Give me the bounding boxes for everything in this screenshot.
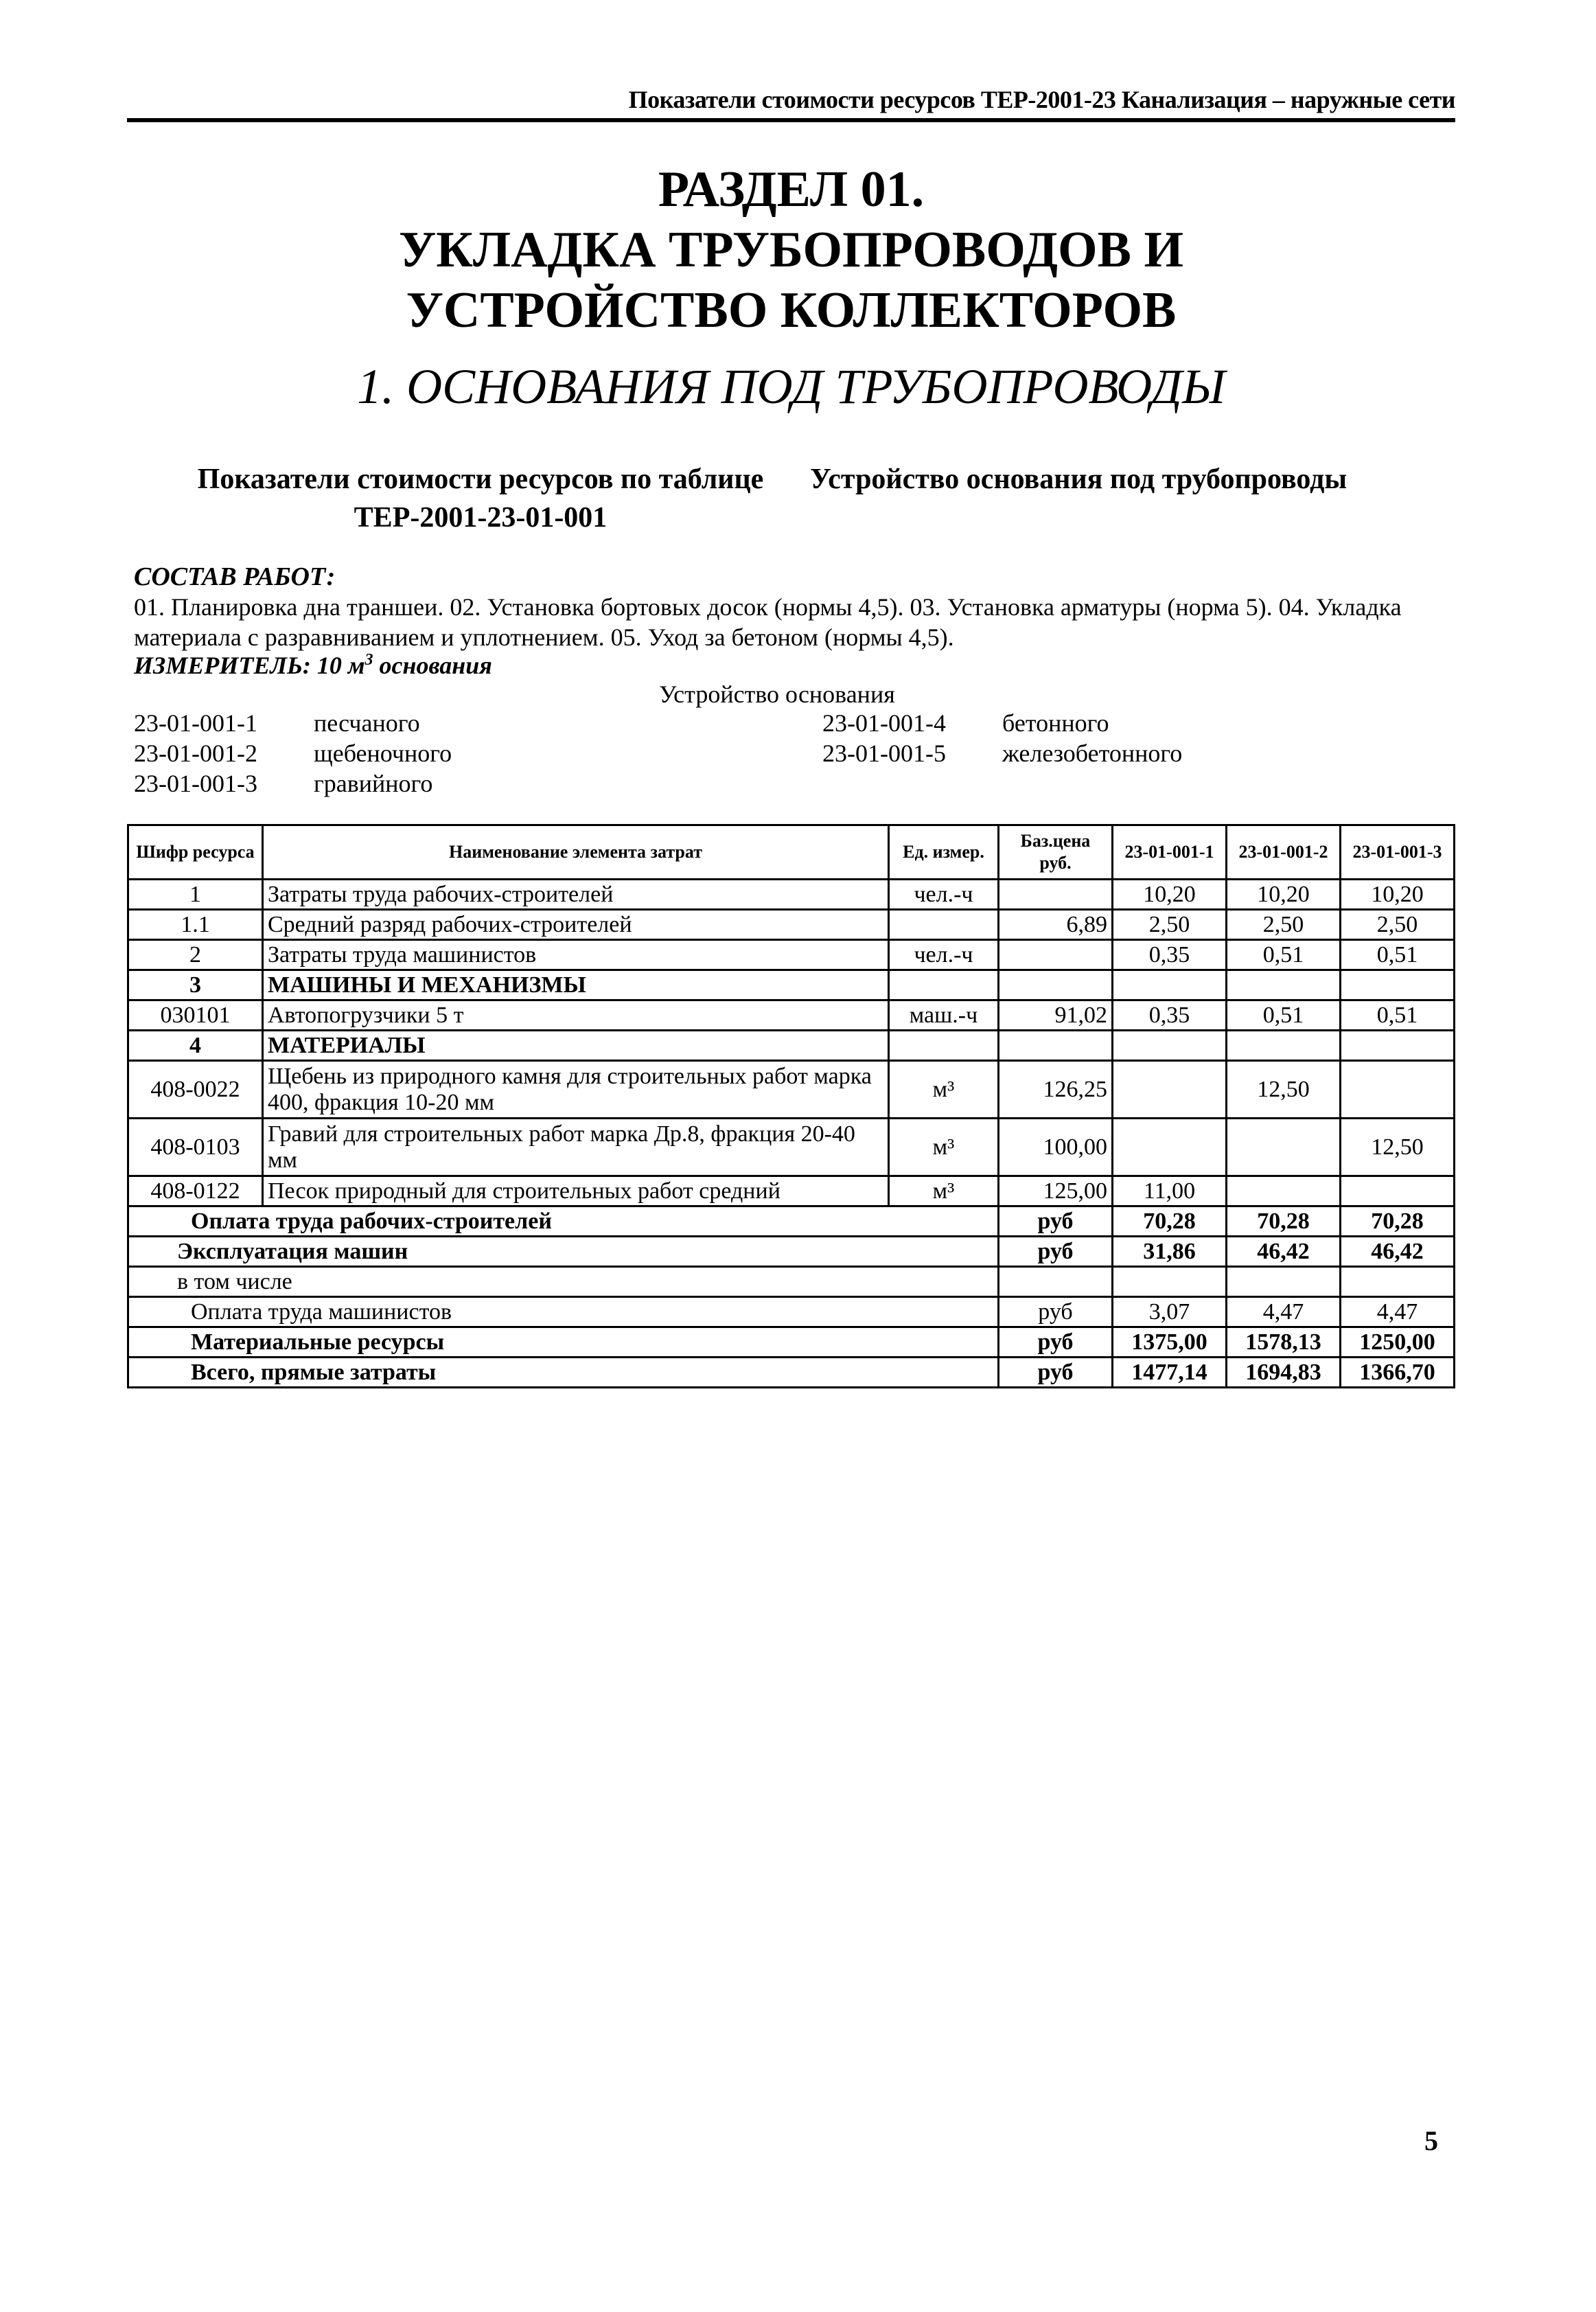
- table-row: [128, 970, 1455, 1000]
- cell-price: [999, 880, 1113, 910]
- totals-unit: руб: [999, 1358, 1113, 1388]
- cell-price: 100,00: [999, 1119, 1113, 1176]
- cell-value-3: 12,50: [1341, 1119, 1455, 1176]
- meter-label-tail: основания: [373, 652, 492, 679]
- cell-unit: [889, 970, 999, 1000]
- totals-row: [128, 1206, 1455, 1237]
- totals-row: [128, 1267, 1455, 1297]
- cell-price: 126,25: [999, 1061, 1113, 1119]
- cell-name: Автопогрузчики 5 т: [263, 1000, 889, 1031]
- table-row: [128, 1000, 1455, 1031]
- totals-value-1: 1375,00: [1113, 1327, 1227, 1358]
- running-header: Показатели стоимости ресурсов ТЕР-2001-23 Канализация – наружные сети: [628, 86, 1455, 113]
- table-row: [128, 1031, 1455, 1061]
- variant-item: [822, 709, 1372, 739]
- table-caption-left-line2: ТЕР-2001-23-01-001: [354, 502, 608, 534]
- totals-value-2: 1578,13: [1227, 1327, 1341, 1358]
- totals-value-1: 3,07: [1113, 1297, 1227, 1327]
- cell-value-2: [1227, 970, 1341, 1000]
- cell-unit: м³: [889, 1061, 999, 1119]
- variant-code: 23-01-001-4: [822, 709, 946, 737]
- cell-unit: чел.-ч: [889, 880, 999, 910]
- cell-price: [999, 970, 1113, 1000]
- cell-price: [999, 940, 1113, 970]
- variant-code: 23-01-001-2: [134, 740, 257, 767]
- cell-price: 91,02: [999, 1000, 1113, 1031]
- totals-value-2: 70,28: [1227, 1206, 1341, 1237]
- cell-value-2: 0,51: [1227, 940, 1341, 970]
- header-col1: 23-01-001-1: [1113, 825, 1227, 880]
- cell-code: 030101: [128, 1000, 263, 1031]
- table-caption-right: Устройство основания под трубопроводы: [810, 463, 1348, 495]
- totals-value-3: 70,28: [1341, 1206, 1455, 1237]
- variant-item: [134, 739, 614, 769]
- header-col2: 23-01-001-2: [1227, 825, 1341, 880]
- totals-value-3: 46,42: [1341, 1237, 1455, 1267]
- cell-price: [999, 1031, 1113, 1061]
- cell-unit: м³: [889, 1176, 999, 1206]
- cell-price: 6,89: [999, 910, 1113, 940]
- table-row: [128, 1061, 1455, 1119]
- totals-value-2: 1694,83: [1227, 1358, 1341, 1388]
- totals-value-3: [1341, 1267, 1455, 1297]
- totals-name: в том числе: [128, 1267, 999, 1297]
- cell-value-3: [1341, 970, 1455, 1000]
- variant-name: железобетонного: [1002, 740, 1183, 767]
- totals-name: Эксплуатация машин: [128, 1237, 999, 1267]
- subsection-title: 1. ОСНОВАНИЯ ПОД ТРУБОПРОВОДЫ: [357, 359, 1225, 414]
- table-row: [128, 1176, 1455, 1206]
- variant-name: песчаного: [314, 709, 420, 737]
- cell-value-2: [1227, 1176, 1341, 1206]
- cell-value-3: [1341, 1031, 1455, 1061]
- cell-value-3: [1341, 1061, 1455, 1119]
- cell-name: Песок природный для строительных работ средний: [263, 1176, 889, 1206]
- variant-name: бетонного: [1002, 709, 1109, 737]
- totals-name: Всего, прямые затраты: [128, 1358, 999, 1388]
- cell-code: 408-0103: [128, 1119, 263, 1176]
- header-unit: Ед. измер.: [889, 825, 999, 880]
- cell-code: 1: [128, 880, 263, 910]
- totals-value-1: 1477,14: [1113, 1358, 1227, 1388]
- cell-value-1: 10,20: [1113, 880, 1227, 910]
- variant-item: [822, 739, 1372, 769]
- cell-value-1: [1113, 1031, 1227, 1061]
- totals-value-2: [1227, 1267, 1341, 1297]
- totals-value-1: 70,28: [1113, 1206, 1227, 1237]
- header-name: Наименование элемента затрат: [263, 825, 889, 880]
- cell-code: 1.1: [128, 910, 263, 940]
- cell-name: МАТЕРИАЛЫ: [263, 1031, 889, 1061]
- cell-code: 4: [128, 1031, 263, 1061]
- section-title-line2: УКЛАДКА ТРУБОПРОВОДОВ И: [398, 222, 1184, 278]
- totals-row: [128, 1237, 1455, 1267]
- totals-name: Материальные ресурсы: [128, 1327, 999, 1358]
- cell-value-3: 0,51: [1341, 1000, 1455, 1031]
- cell-value-1: [1113, 970, 1227, 1000]
- totals-row: [128, 1358, 1455, 1388]
- totals-name: Оплата труда машинистов: [128, 1297, 999, 1327]
- variants-heading: Устройство основания: [659, 680, 895, 708]
- totals-unit: [999, 1267, 1113, 1297]
- totals-unit: руб: [999, 1237, 1113, 1267]
- cell-value-3: 0,51: [1341, 940, 1455, 970]
- cell-value-2: [1227, 1031, 1341, 1061]
- table-row: [128, 1119, 1455, 1176]
- cell-name: Гравий для строительных работ марка Др.8, фракция 20-40 мм: [263, 1119, 889, 1176]
- table-header-row: [128, 825, 1455, 880]
- header-price: Баз.цена руб.: [999, 825, 1113, 880]
- cell-unit: маш.-ч: [889, 1000, 999, 1031]
- totals-unit: руб: [999, 1206, 1113, 1237]
- page-number: 5: [1424, 2125, 1438, 2156]
- cell-value-2: 12,50: [1227, 1061, 1341, 1119]
- variant-item: [134, 769, 614, 799]
- cell-unit: чел.-ч: [889, 940, 999, 970]
- cell-price: 125,00: [999, 1176, 1113, 1206]
- table-row: [128, 910, 1455, 940]
- cell-value-1: 0,35: [1113, 940, 1227, 970]
- variant-name: гравийного: [314, 770, 433, 797]
- cell-code: 408-0022: [128, 1061, 263, 1119]
- meter-exponent: 3: [365, 651, 373, 669]
- totals-name: Оплата труда рабочих-строителей: [128, 1206, 999, 1237]
- cell-unit: [889, 1031, 999, 1061]
- variant-item: [134, 709, 614, 739]
- meter-label-text: ИЗМЕРИТЕЛЬ: 10 м: [134, 652, 365, 679]
- cell-unit: [889, 910, 999, 940]
- variant-code: 23-01-001-1: [134, 709, 257, 737]
- section-title: [127, 159, 1455, 341]
- cell-value-1: [1113, 1119, 1227, 1176]
- variant-code: 23-01-001-3: [134, 770, 257, 797]
- totals-row: [128, 1297, 1455, 1327]
- cell-code: 2: [128, 940, 263, 970]
- cell-value-2: 0,51: [1227, 1000, 1341, 1031]
- table-row: [128, 940, 1455, 970]
- cell-name: Средний разряд рабочих-строителей: [263, 910, 889, 940]
- section-title-line1: РАЗДЕЛ 01.: [658, 161, 925, 218]
- cell-value-2: [1227, 1119, 1341, 1176]
- totals-value-2: 46,42: [1227, 1237, 1341, 1267]
- variant-code: 23-01-001-5: [822, 740, 946, 767]
- table-caption-left-line1: Показатели стоимости ресурсов по таблице: [197, 463, 764, 495]
- variant-name: щебеночного: [314, 740, 452, 767]
- cell-name: Затраты труда машинистов: [263, 940, 889, 970]
- totals-value-3: 1250,00: [1341, 1327, 1455, 1358]
- cell-value-1: 11,00: [1113, 1176, 1227, 1206]
- meter-label: [134, 651, 492, 680]
- section-title-line3: УСТРОЙСТВО КОЛЛЕКТОРОВ: [406, 282, 1177, 339]
- cell-value-2: 10,20: [1227, 880, 1341, 910]
- totals-unit: руб: [999, 1297, 1113, 1327]
- cell-value-3: 10,20: [1341, 880, 1455, 910]
- resource-cost-table: [127, 824, 1455, 1388]
- totals-value-3: 4,47: [1341, 1297, 1455, 1327]
- cell-value-1: 0,35: [1113, 1000, 1227, 1031]
- totals-unit: руб: [999, 1327, 1113, 1358]
- cell-name: МАШИНЫ И МЕХАНИЗМЫ: [263, 970, 889, 1000]
- cell-value-3: [1341, 1176, 1455, 1206]
- table-row: [128, 880, 1455, 910]
- cell-value-3: 2,50: [1341, 910, 1455, 940]
- totals-value-2: 4,47: [1227, 1297, 1341, 1327]
- cell-name: Затраты труда рабочих-строителей: [263, 880, 889, 910]
- cell-unit: м³: [889, 1119, 999, 1176]
- totals-value-1: 31,86: [1113, 1237, 1227, 1267]
- totals-row: [128, 1327, 1455, 1358]
- cell-code: 408-0122: [128, 1176, 263, 1206]
- totals-value-3: 1366,70: [1341, 1358, 1455, 1388]
- header-rule: [127, 118, 1455, 122]
- cell-value-2: 2,50: [1227, 910, 1341, 940]
- composition-text: 01. Планировка дна траншеи. 02. Установка бортовых досок (нормы 4,5). 03. Установка арматуры (норма 5). 04. Укладка материала с разравниванием и уплотнением. 05. Уход за бетоном (нормы 4,5).: [134, 593, 1402, 651]
- cell-value-1: 2,50: [1113, 910, 1227, 940]
- totals-value-1: [1113, 1267, 1227, 1297]
- header-code: Шифр ресурса: [128, 825, 263, 880]
- cell-name: Щебень из природного камня для строительных работ марка 400, фракция 10-20 мм: [263, 1061, 889, 1119]
- cell-value-1: [1113, 1061, 1227, 1119]
- composition-heading: СОСТАВ РАБОТ:: [134, 562, 336, 591]
- cell-code: 3: [128, 970, 263, 1000]
- table-caption-left: [137, 460, 824, 537]
- header-col3: 23-01-001-3: [1341, 825, 1455, 880]
